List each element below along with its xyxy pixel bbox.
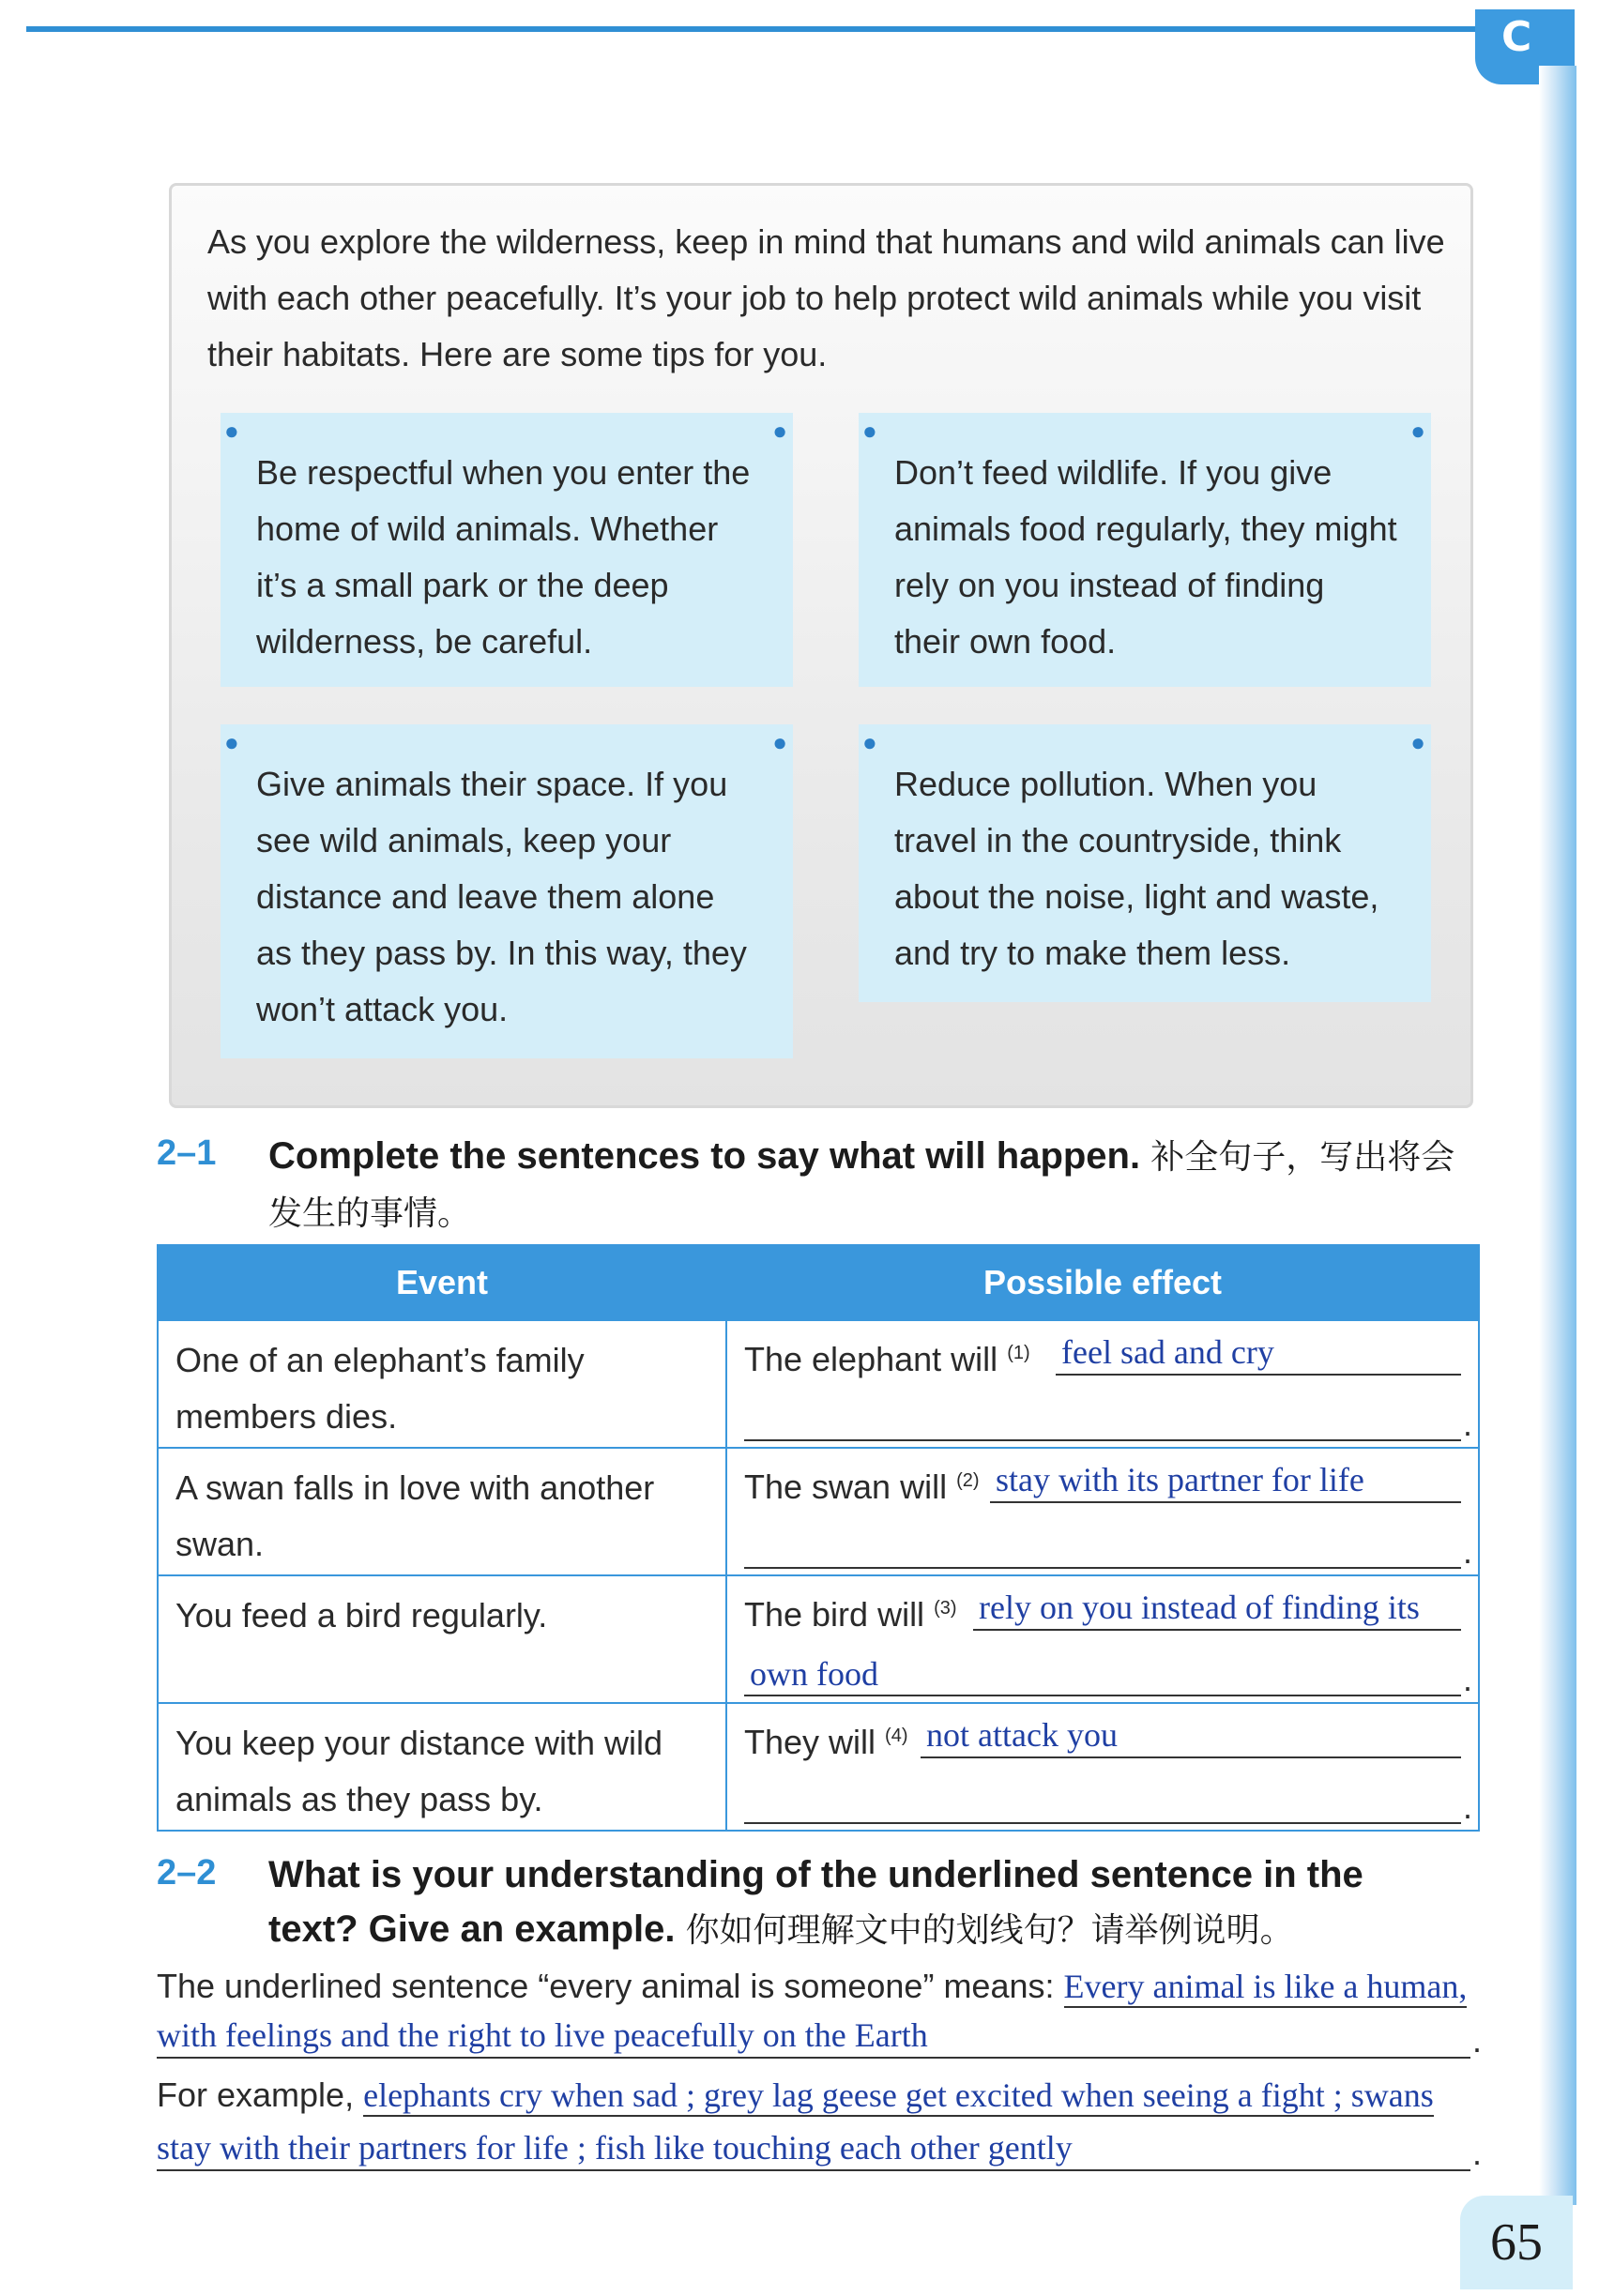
question-title-cn: 补全句子，写出将会发生的事情。	[268, 1138, 1455, 1233]
means-prefix: The underlined sentence “every animal is someone” means:	[157, 1967, 1055, 2005]
tip-text: Don’t feed wildlife. If you give animals food regularly, they might rely on you instead of finding their own food.	[894, 453, 1397, 661]
tip-text: Reduce pollution. When you travel in the countryside, think about the noise, light and waste, and try to make them less.	[894, 765, 1379, 972]
column-header-effect: Possible effect	[726, 1245, 1479, 1320]
event-cell: One of an elephant’s family members dies.	[158, 1320, 726, 1448]
example-answer-line-1[interactable]: elephants cry when sad ; grey lag geese get excited when seeing a fight ; swans	[363, 2076, 1434, 2117]
pin-icon: ●	[1410, 417, 1425, 445]
means-row	[157, 1967, 1467, 2008]
page-number: 65	[1460, 2196, 1573, 2289]
pin-icon: ●	[1410, 728, 1425, 756]
tip-card-4	[859, 724, 1431, 1002]
answer-line-1[interactable]: rely on you instead of finding its	[973, 1586, 1461, 1631]
event-cell: A swan falls in love with another swan.	[158, 1448, 726, 1575]
tip-text: Give animals their space. If you see wild animals, keep your distance and leave them alone as they pass by. In this way, they won’t attack you.	[256, 765, 747, 1028]
intro-paragraph: As you explore the wilderness, keep in mind that humans and wild animals can live with each other peacefully. It’s your job to help protect wild animals while you visit their habitats. Here are some tips for you.	[207, 222, 1445, 373]
page-edge-strip	[1539, 66, 1576, 2205]
question-number: 2–1	[157, 1133, 217, 1173]
pin-icon: ●	[772, 728, 787, 756]
event-cell: You keep your distance with wild animals as they pass by.	[158, 1703, 726, 1831]
answer-line-2[interactable]	[744, 1398, 1461, 1441]
reading-passage	[169, 183, 1473, 1108]
section-letter: C	[1501, 13, 1532, 61]
table-row	[158, 1575, 1479, 1703]
means-answer-line-2[interactable]: with feelings and the right to live peacefully on the Earth .	[157, 2014, 1470, 2059]
pin-icon: ●	[862, 728, 877, 756]
tip-card-1	[221, 413, 793, 687]
example-prefix: For example,	[157, 2076, 355, 2114]
tip-card-2	[859, 413, 1431, 687]
pin-icon: ●	[772, 417, 787, 445]
effect-cell	[726, 1320, 1479, 1448]
effect-cell	[726, 1703, 1479, 1831]
answer-line-1[interactable]: not attack you	[921, 1713, 1461, 1758]
effect-lead: The bird will $^{(3)}$	[744, 1595, 957, 1634]
answer-line-2[interactable]: own food .	[744, 1653, 1461, 1696]
pin-icon: ●	[862, 417, 877, 445]
column-header-event: Event	[158, 1245, 726, 1320]
top-rule	[26, 26, 1490, 32]
answer-line-2[interactable]	[744, 1526, 1461, 1569]
table-row	[158, 1320, 1479, 1448]
effect-cell	[726, 1448, 1479, 1575]
tip-text: Be respectful when you enter the home of wild animals. Whether it’s a small park or the deep wilderness, be careful.	[256, 453, 751, 661]
effect-cell	[726, 1575, 1479, 1703]
answer-line-1[interactable]: stay with its partner for life	[990, 1458, 1461, 1503]
question-title-line-2: text? Give an example. 你如何理解文中的划线句？请举例说明。	[268, 1908, 1294, 1950]
tip-card-3	[221, 724, 793, 1058]
table-row	[158, 1703, 1479, 1831]
question-title-en: Complete the sentences to say what will happen.	[268, 1135, 1141, 1177]
event-cell: You feed a bird regularly.	[158, 1575, 726, 1703]
effect-lead: The swan will $^{(2)}$	[744, 1467, 980, 1506]
pin-icon: ●	[224, 417, 239, 445]
question-title	[268, 1847, 1488, 1958]
answer-line-2[interactable]	[744, 1781, 1461, 1824]
answer-line-1[interactable]: feel sad and cry	[1056, 1330, 1461, 1376]
table-row	[158, 1448, 1479, 1575]
example-row	[157, 2076, 1434, 2117]
means-answer-line-1[interactable]: Every animal is like a human,	[1064, 1967, 1468, 2008]
effect-lead: They will $^{(4)}$	[744, 1723, 908, 1761]
effect-lead: The elephant will $^{(1)}$	[744, 1340, 1030, 1378]
example-answer-line-2[interactable]: stay with their partners for life ; fish like touching each other gently .	[157, 2126, 1470, 2171]
cause-effect-table	[157, 1244, 1480, 1832]
pin-icon: ●	[224, 728, 239, 756]
question-title	[268, 1129, 1488, 1241]
question-number: 2–2	[157, 1853, 217, 1893]
question-title-cn: 你如何理解文中的划线句？请举例说明。	[685, 1911, 1294, 1950]
question-title-line-1: What is your understanding of the underlined sentence in the	[268, 1854, 1363, 1895]
